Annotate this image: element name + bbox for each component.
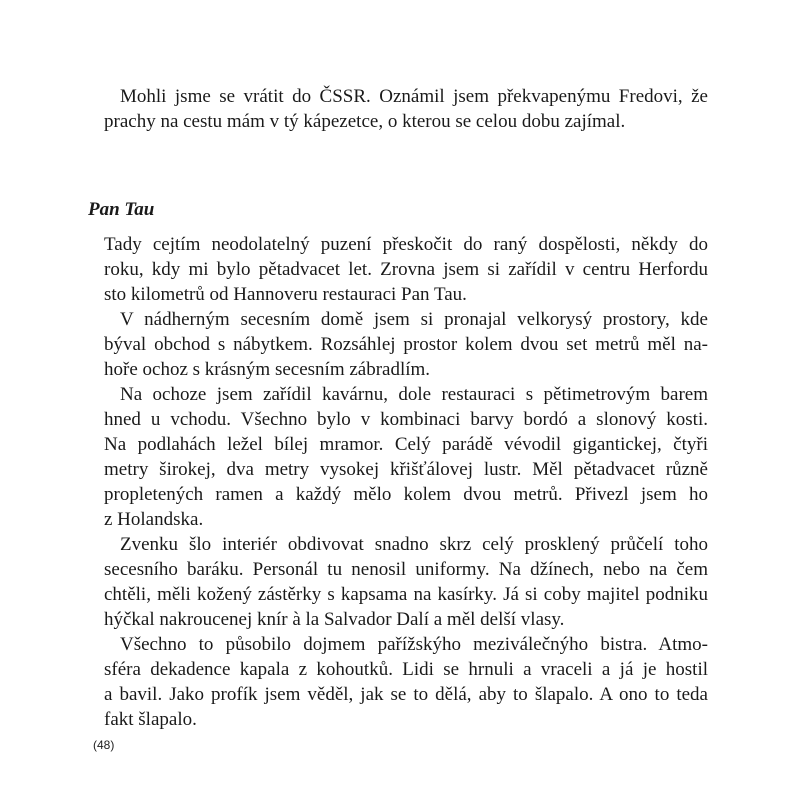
text-line: Na ochoze jsem zařídil kavárnu, dole restauraci s pětimetrovým barem xyxy=(120,384,708,405)
text-line: secesního baráku. Personál tu nenosil uniformy. Na džínech, nebo na čem xyxy=(104,559,708,580)
paragraph xyxy=(88,232,708,307)
text-line: a bavil. Jako profík jsem věděl, jak se to dělá, aby to šlapalo. A ono to teda xyxy=(104,684,708,705)
text-line: fakt šlapalo. xyxy=(104,709,197,730)
text-line: sféra dekadence kapala z kohoutků. Lidi se hrnuli a vraceli a já je hostil xyxy=(104,659,708,680)
intro-paragraph xyxy=(88,84,708,134)
text-line: V nádherným secesním domě jsem si pronajal velkorysý prostory, kde xyxy=(120,309,708,330)
paragraph xyxy=(88,632,708,732)
section-title: Pan Tau xyxy=(88,199,155,220)
text-line: propletených ramen a každý mělo kolem dvou metrů. Přivezl jsem ho xyxy=(104,484,708,505)
paragraph xyxy=(88,307,708,382)
text-line: z Holandska. xyxy=(104,509,204,530)
text-line: Mohli jsme se vrátit do ČSSR. Oznámil jsem překvapenýmu Fredovi, že xyxy=(120,86,708,107)
text-line: Všechno to působilo dojmem pařížskýho meziválečnýho bistra. Atmo- xyxy=(120,634,708,655)
text-line: prachy na cestu mám v tý kápezetce, o kterou se celou dobu zajímal. xyxy=(104,111,626,132)
paragraph xyxy=(88,532,708,632)
text-line: Zvenku šlo interiér obdivovat snadno skrz celý prosklený průčelí toho xyxy=(120,534,708,555)
book-page xyxy=(88,84,708,732)
text-line: metry širokej, dva metry vysokej křišťálovej lustr. Měl pětadvacet různě xyxy=(104,459,708,480)
text-line: hoře ochoz s krásným secesním zábradlím. xyxy=(104,359,431,380)
paragraph xyxy=(88,382,708,532)
text-line: Na podlahách ležel bílej mramor. Celý parádě vévodil gigantickej, čtyři xyxy=(104,434,708,455)
page-number: (48) xyxy=(93,738,115,752)
text-line: sto kilometrů od Hannoveru restauraci Pan Tau. xyxy=(104,284,467,305)
text-line: roku, kdy mi bylo pětadvacet let. Zrovna jsem si zařídil v centru Herfordu xyxy=(104,259,708,280)
text-line: býval obchod s nábytkem. Rozsáhlej prostor kolem dvou set metrů měl na- xyxy=(104,334,708,355)
text-line: hýčkal nakroucenej knír à la Salvador Dalí a měl delší vlasy. xyxy=(104,609,565,630)
text-line: Tady cejtím neodolatelný puzení přeskočit do raný dospělosti, někdy do xyxy=(104,234,708,255)
text-line: chtěli, měli kožený zástěrky s kapsama na kasírky. Já si coby majitel podniku xyxy=(104,584,708,605)
text-line: hned u vchodu. Všechno bylo v kombinaci barvy bordó a slonový kosti. xyxy=(104,409,708,430)
